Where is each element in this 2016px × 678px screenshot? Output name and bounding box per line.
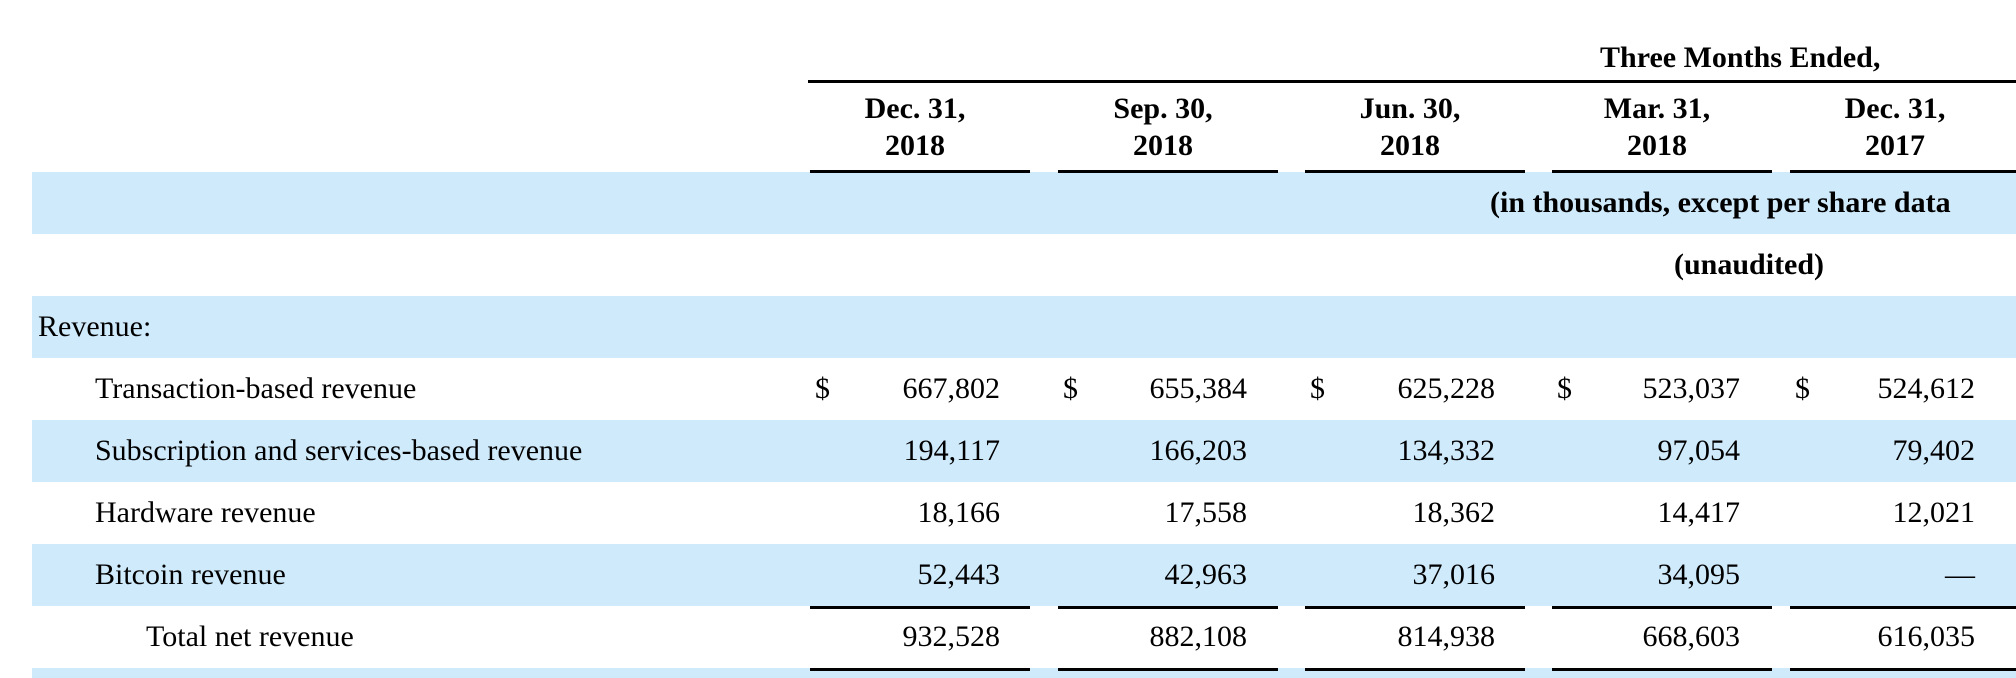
cell-value: 523,037 — [1642, 372, 1740, 405]
cell-value: 97,054 — [1657, 434, 1740, 467]
col-header-5-year: 2017 — [1865, 129, 1925, 162]
total-rule — [1552, 668, 1772, 671]
col-header-3-year: 2018 — [1380, 129, 1440, 162]
col-header-5 — [1790, 90, 2000, 164]
col-header-1-rule — [810, 170, 1030, 173]
cell-value: 667,802 — [902, 372, 1000, 405]
units-note: (in thousands, except per share data — [1490, 186, 1951, 219]
cell-value: 625,228 — [1397, 372, 1495, 405]
cell-value: 134,332 — [1397, 434, 1495, 467]
col-header-1 — [810, 90, 1020, 164]
col-header-3-month: Jun. 30, — [1359, 92, 1461, 125]
row-label: Bitcoin revenue — [95, 558, 286, 591]
cell-value: 34,095 — [1657, 558, 1740, 591]
total-rule — [1058, 668, 1278, 671]
currency-symbol: $ — [815, 372, 830, 405]
row-label: Subscription and services-based revenue — [95, 434, 583, 467]
row-label: Total net revenue — [146, 620, 354, 653]
cell-value: 524,612 — [1877, 372, 1975, 405]
col-header-2 — [1058, 90, 1268, 164]
cell-value: 166,203 — [1149, 434, 1247, 467]
col-header-1-month: Dec. 31, — [864, 92, 966, 125]
cell-value: 17,558 — [1164, 496, 1247, 529]
period-header: Three Months Ended, — [1600, 41, 1881, 74]
band-revenue-header — [32, 296, 2016, 358]
cell-value: 655,384 — [1149, 372, 1247, 405]
cell-value: 12,021 — [1892, 496, 1975, 529]
total-rule — [810, 668, 1030, 671]
col-header-2-year: 2018 — [1133, 129, 1193, 162]
col-header-4-month: Mar. 31, — [1603, 92, 1711, 125]
col-header-2-rule — [1058, 170, 1278, 173]
cell-value: 42,963 — [1164, 558, 1247, 591]
col-header-4 — [1552, 90, 1762, 164]
total-rule — [1790, 668, 2016, 671]
cell-value: 18,166 — [917, 496, 1000, 529]
cell-value: 616,035 — [1877, 620, 1975, 653]
col-header-2-month: Sep. 30, — [1113, 92, 1213, 125]
cell-value: — — [1945, 558, 1975, 591]
row-label: Hardware revenue — [95, 496, 316, 529]
col-header-5-month: Dec. 31, — [1844, 92, 1946, 125]
cell-value: 194,117 — [903, 434, 1000, 467]
period-header-rule — [808, 80, 2016, 83]
cell-value: 79,402 — [1892, 434, 1975, 467]
audit-note: (unaudited) — [1674, 248, 1825, 281]
col-header-1-year: 2018 — [885, 129, 945, 162]
cell-value: 668,603 — [1642, 620, 1740, 653]
row-label: Transaction-based revenue — [95, 372, 417, 405]
cell-value: 52,443 — [917, 558, 1000, 591]
cell-value: 18,362 — [1412, 496, 1495, 529]
cell-value: 882,108 — [1149, 620, 1247, 653]
cell-value: 14,417 — [1657, 496, 1740, 529]
cell-value: 37,016 — [1412, 558, 1495, 591]
currency-symbol: $ — [1557, 372, 1572, 405]
section-label-revenue: Revenue: — [38, 310, 152, 343]
currency-symbol: $ — [1310, 372, 1325, 405]
currency-symbol: $ — [1795, 372, 1810, 405]
cell-value: 814,938 — [1397, 620, 1495, 653]
col-header-3 — [1305, 90, 1515, 164]
total-rule — [1305, 668, 1525, 671]
cell-value: 932,528 — [902, 620, 1000, 653]
col-header-4-year: 2018 — [1627, 129, 1687, 162]
currency-symbol: $ — [1063, 372, 1078, 405]
